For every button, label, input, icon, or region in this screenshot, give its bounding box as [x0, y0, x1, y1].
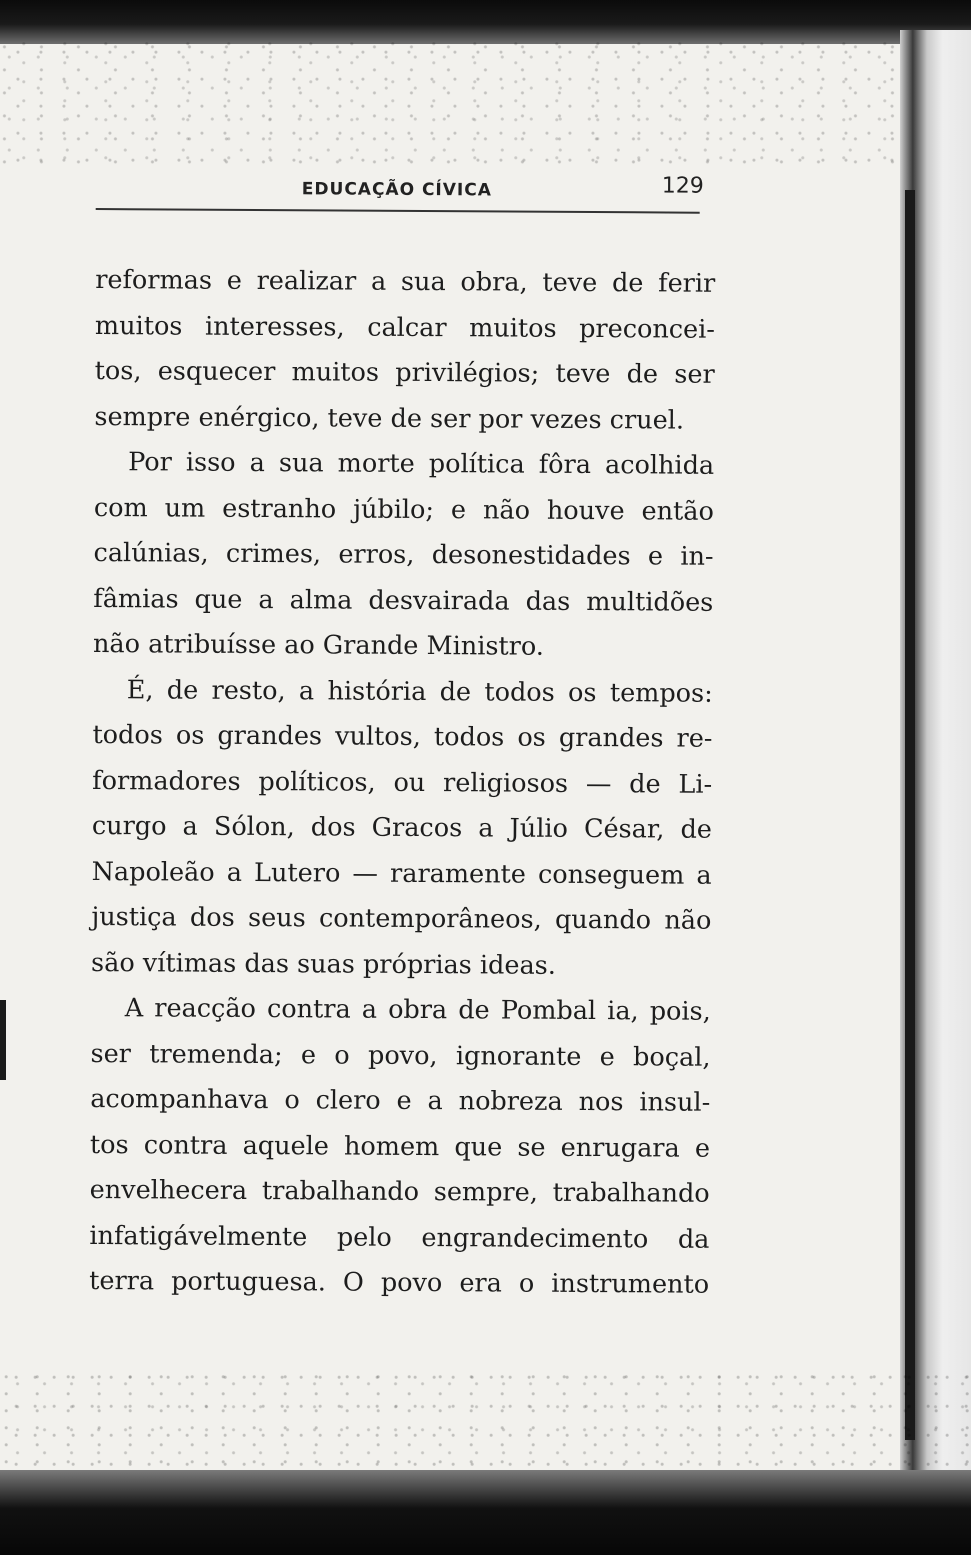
book-page [89, 160, 716, 1308]
paragraph [94, 258, 715, 444]
header-rule [96, 208, 700, 214]
text-line: É, de resto, a história de todos os tempos: [126, 674, 713, 709]
text-line: A reacção contra a obra de Pombal ia, pois, [124, 993, 711, 1027]
scan-noise-top [0, 40, 971, 170]
scan-border-bottom [0, 1470, 971, 1555]
text-line: infatigávelmente pelo engrandecimento da [89, 1220, 710, 1255]
text-line: formadores políticos, ou religiosos — de Li- [92, 765, 713, 800]
paragraph [89, 986, 711, 1308]
running-head [96, 160, 716, 210]
text-line: curgo a Sólon, dos Gracos a Júlio César, de [91, 810, 713, 845]
text-line: calúnias, crimes, erros, desonestidades e in- [93, 537, 714, 572]
scan-mark-left [0, 1000, 6, 1080]
text-line: sempre enérgico, teve de ser por vezes cruel. [94, 401, 685, 436]
body-text [89, 258, 715, 1308]
text-line: tos contra aquele homem que se enrugara e [89, 1129, 711, 1164]
running-title: EDUCAÇÃO CÍVICA [301, 179, 492, 201]
scan-border-top [0, 0, 971, 44]
text-line: são vítimas das suas próprias ideas. [91, 947, 556, 981]
scan-noise-bottom [0, 1370, 971, 1475]
paragraph [91, 667, 713, 989]
text-line: não atribuísse ao Grande Ministro. [92, 628, 545, 662]
text-line: tos, esquecer muitos privilégios; teve de ser [94, 355, 715, 390]
paragraph [93, 440, 714, 671]
text-line: terra portuguesa. O povo era o instrumento [89, 1265, 710, 1300]
text-line: acompanhava o clero e a nobreza nos insul- [90, 1083, 711, 1118]
text-line: justiça dos seus contemporâneos, quando não [91, 901, 712, 936]
page-number: 129 [661, 173, 704, 199]
text-line: Napoleão a Lutero — raramente conseguem a [91, 856, 712, 891]
text-line: fâmias que a alma desvairada das multidões [93, 583, 714, 618]
book-gutter-shadow [905, 190, 915, 1440]
text-line: com um estranho júbilo; e não houve então [93, 492, 714, 527]
text-line: ser tremenda; e o povo, ignorante e boçal, [90, 1038, 711, 1073]
text-line: envelhecera trabalhando sempre, trabalhando [89, 1174, 710, 1209]
text-line: muitos interesses, calcar muitos preconcei- [94, 310, 716, 345]
text-line: reformas e realizar a sua obra, teve de ferir [95, 264, 716, 299]
text-line: todos os grandes vultos, todos os grandes re- [92, 719, 713, 754]
text-line: Por isso a sua morte política fôra acolhida [128, 447, 715, 481]
